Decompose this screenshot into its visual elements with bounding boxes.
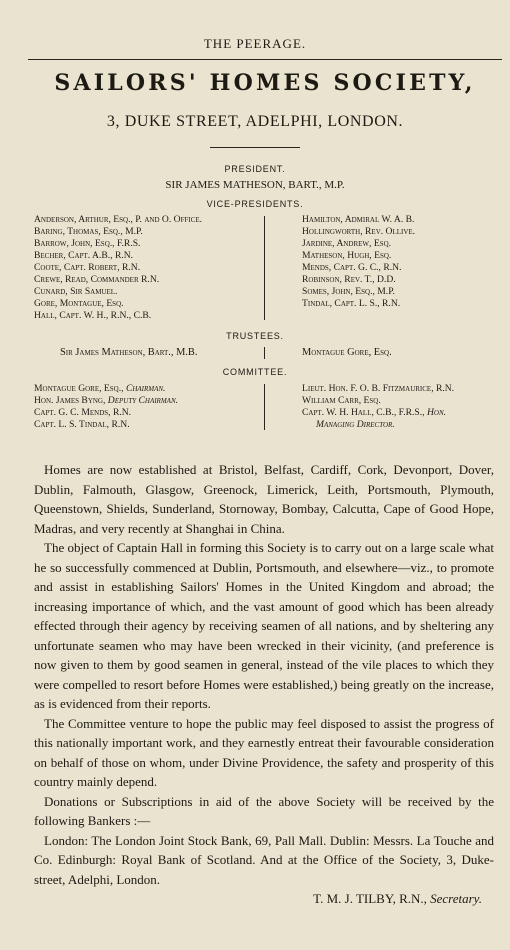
vice-president-entry: Hamilton, Admiral W. A. B. bbox=[302, 214, 415, 225]
vice-president-entry: Barrow, John, Esq., F.R.S. bbox=[34, 238, 141, 249]
committee-entry: Lieut. Hon. F. O. B. Fitzmaurice, R.N. bbox=[302, 383, 455, 394]
vice-president-entry: Tindal, Capt. L. S., R.N. bbox=[302, 298, 401, 309]
body-text bbox=[34, 460, 494, 909]
president-heading: PRESIDENT. bbox=[224, 164, 286, 174]
vice-president-entry: Robinson, Rev. T., D.D. bbox=[302, 274, 396, 285]
running-head: THE PEERAGE. bbox=[203, 36, 307, 51]
column-divider bbox=[264, 347, 265, 359]
title-divider bbox=[210, 147, 300, 148]
vice-president-entry: Hollingworth, Rev. Ollive. bbox=[302, 226, 416, 237]
trustee-left: Sir James Matheson, Bart., M.B. bbox=[60, 347, 198, 358]
vice-president-entry: Hall, Capt. W. H., R.N., C.B. bbox=[34, 310, 152, 321]
committee-entry: Montague Gore, Esq., Chairman. bbox=[34, 383, 166, 394]
vice-president-entry: Jardine, Andrew, Esq. bbox=[302, 238, 392, 249]
committee-entry: William Carr, Esq. bbox=[302, 395, 381, 406]
column-divider bbox=[264, 384, 265, 430]
committee-entry: Capt. G. C. Mends, R.N. bbox=[34, 407, 132, 418]
signature: T. M. J. TILBY, R.N., Secretary. bbox=[313, 891, 482, 906]
vice-presidents-right-list bbox=[302, 214, 415, 310]
vice-president-entry: Matheson, Hugh, Esq. bbox=[302, 250, 392, 261]
vice-president-entry: Crewe, Read, Commander R.N. bbox=[34, 274, 160, 285]
committee-entry: Hon. James Byng, Deputy Chairman. bbox=[34, 395, 179, 406]
paragraph: Homes are now established at Bristol, Belfast, Cardiff, Cork, Devonport, Dover, Dublin, Falmouth, Glasgow, Greenock, Limerick, Leith, Portsmouth, Plymouth, Queenstown, Shields, Sunderland, Stornoway, Bombay, Calcutta, Cape of Good Hope, Madras, and very recently at Shanghai in China. bbox=[34, 462, 494, 536]
paragraph: The object of Captain Hall in forming this Society is to carry out on a large scale what he so successfully commenced at Dublin, Portsmouth, and elsewhere—viz., to promote and assist in establishing Sailors' Homes in the United Kingdom and abroad; the increasing importance of which, and the vast amount of good which has been already effected through their agency by receiving seamen of all nations, and by sheltering any unfortunate seamen who may have been wrecked in their vicinity, (and preference is now given to them by good seamen in general, instead of the vile places to which they were compelled to resort before Homes were established,) being greatly on the increase, as is evidenced from their reports. bbox=[34, 540, 494, 711]
vice-president-entry: Baring, Thomas, Esq., M.P. bbox=[34, 226, 143, 237]
paragraph: The Committee venture to hope the public may feel disposed to assist the progress of this nationally important work, and they earnestly entreat their favourable consideration on behalf of those on whom, under Divine Providence, the safety and prosperity of this country mainly depend. bbox=[34, 715, 494, 789]
president-name: SIR JAMES MATHESON, BART., M.P. bbox=[165, 179, 345, 191]
vice-presidents-heading: VICE-PRESIDENTS. bbox=[206, 199, 304, 209]
trustee-right: Montague Gore, Esq. bbox=[302, 347, 392, 358]
committee-heading: COMMITTEE. bbox=[222, 367, 288, 377]
society-address: 3, DUKE STREET, ADELPHI, LONDON. bbox=[106, 113, 404, 130]
committee-left-list bbox=[34, 383, 178, 431]
committee-entry: Capt. L. S. Tindal, R.N. bbox=[34, 419, 130, 430]
column-divider bbox=[264, 216, 265, 320]
committee-entry: Capt. W. H. Hall, C.B., F.R.S., Hon. bbox=[302, 407, 447, 418]
committee-entry: Managing Director. bbox=[316, 419, 395, 430]
vice-president-entry: Gore, Montague, Esq. bbox=[34, 298, 124, 309]
vice-president-entry: Becher, Capt. A.B., R.N. bbox=[34, 250, 134, 261]
vice-presidents-left-list bbox=[34, 214, 202, 322]
committee-right-list bbox=[302, 383, 454, 431]
bankers-paragraph: London: The London Joint Stock Bank, 69, Pall Mall. Dublin: Messrs. La Touche and Co. Edinburgh: Royal Bank of Scotland. And at the Office of the Society, 3, Duke-street, Adelphi, London. bbox=[34, 832, 494, 887]
vice-president-entry: Somes, John, Esq., M.P. bbox=[302, 286, 395, 297]
header-rule bbox=[28, 59, 502, 60]
paragraph: Donations or Subscriptions in aid of the above Society will be received by the following Bankers :— bbox=[34, 793, 494, 828]
page-title: SAILORS' HOMES SOCIETY, bbox=[54, 70, 476, 96]
vice-president-entry: Anderson, Arthur, Esq., P. and O. Office. bbox=[34, 214, 203, 225]
vice-president-entry: Cunard, Sir Samuel. bbox=[34, 286, 118, 297]
vice-president-entry: Coote, Capt. Robert, R.N. bbox=[34, 262, 141, 273]
trustees-heading: TRUSTEES. bbox=[226, 331, 284, 341]
vice-president-entry: Mends, Capt. G. C., R.N. bbox=[302, 262, 402, 273]
